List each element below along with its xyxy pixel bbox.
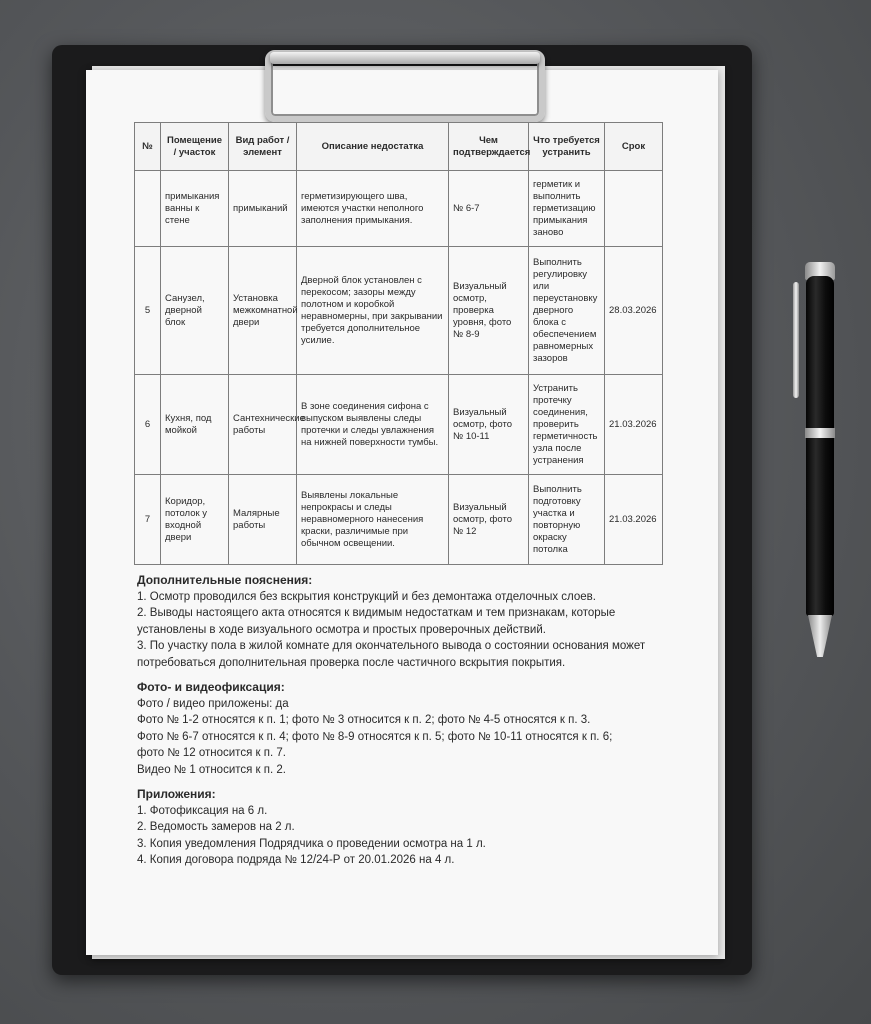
pen-body	[806, 276, 834, 616]
header-place: Помещение / участок	[161, 123, 229, 171]
cell-num	[135, 171, 161, 247]
cell-deadline: 21.03.2026	[605, 375, 663, 475]
document-body	[137, 572, 677, 877]
header-description: Описание недостатка	[297, 123, 449, 171]
photo-line: Фото / видео приложены: да	[137, 697, 289, 710]
photo-line: фото № 12 относится к п. 7.	[137, 747, 286, 759]
cell-fix: Выполнить подготовку участка и повторную окраску потолка	[529, 475, 605, 565]
cell-place: Коридор, потолок у входной двери	[161, 475, 229, 565]
table-row	[135, 375, 663, 475]
cell-proof: № 6-7	[449, 171, 529, 247]
cell-fix: герметик и выполнить герметизацию примыкания заново	[529, 171, 605, 247]
cell-deadline: 21.03.2026	[605, 475, 663, 565]
table-header-row	[135, 123, 663, 171]
header-work: Вид работ / элемент	[229, 123, 297, 171]
photo-line: Фото № 1-2 относятся к п. 1; фото № 3 относится к п. 2; фото № 4-5 относятся к п. 3.	[137, 714, 591, 726]
cell-place: примыкания ванны к стене	[161, 171, 229, 247]
photo-line: Видео № 1 относится к п. 2.	[137, 763, 286, 776]
cell-work: Установка межкомнатной двери	[229, 247, 297, 375]
cell-work: Малярные работы	[229, 475, 297, 565]
cell-work: Сантехнические работы	[229, 375, 297, 475]
appendix-title: Приложения:	[137, 787, 216, 801]
header-proof: Чем подтверждается	[449, 123, 529, 171]
clip-bar	[270, 52, 540, 64]
notes-section	[137, 572, 677, 671]
appendix-item: 2. Ведомость замеров на 2 л.	[137, 821, 295, 833]
table-row	[135, 247, 663, 375]
cell-num: 6	[135, 375, 161, 475]
header-deadline: Срок	[605, 123, 663, 171]
cell-num: 7	[135, 475, 161, 565]
pen-ring	[805, 428, 835, 438]
cell-description: Дверной блок установлен с перекосом; зазоры между полотном и коробкой неравномерны, при закрывании требуется дополнительное усилие.	[297, 247, 449, 375]
appendix-item: 4. Копия договора подряда № 12/24-Р от 20.01.2026 на 4 л.	[137, 854, 455, 866]
defects-table	[134, 122, 663, 565]
cell-fix: Устранить протечку соединения, проверить герметичность узла после устранения	[529, 375, 605, 475]
pen-clip	[793, 282, 799, 398]
cell-num: 5	[135, 247, 161, 375]
cell-place: Санузел, дверной блок	[161, 247, 229, 375]
photo-title: Фото- и видеофиксация:	[137, 680, 285, 694]
cell-deadline	[605, 171, 663, 247]
cell-work: примыканий	[229, 171, 297, 247]
photo-line: Фото № 6-7 относятся к п. 4; фото № 8-9 относятся к п. 5; фото № 10-11 относятся к п. 6;	[137, 730, 613, 743]
notes-item: 2. Выводы настоящего акта относятся к видимым недостаткам и тем признакам, которые установлены в ходе визуального осмотра и простых проверочных действий.	[137, 607, 616, 636]
cell-proof: Визуальный осмотр, проверка уровня, фото № 8-9	[449, 247, 529, 375]
cell-description: Выявлены локальные непрокрасы и следы неравномерного нанесения краски, различимые при обычном освещении.	[297, 475, 449, 565]
notes-item: 3. По участку пола в жилой комнате для окончательного вывода о состоянии основания может потребоваться дополнительная проверка после частичного вскрытия покрытия.	[137, 640, 646, 669]
pen-tip	[808, 615, 832, 657]
cell-deadline: 28.03.2026	[605, 247, 663, 375]
appendix-item: 3. Копия уведомления Подрядчика о проведении осмотра на 1 л.	[137, 837, 486, 850]
cell-fix: Выполнить регулировку или переустановку дверного блока с обеспечением равномерных зазоров	[529, 247, 605, 375]
table-row	[135, 475, 663, 565]
cell-proof: Визуальный осмотр, фото № 10-11	[449, 375, 529, 475]
photo-section	[137, 679, 677, 778]
cell-description: В зоне соединения сифона с выпуском выявлены следы протечки и следы увлажнения на нижней поверхности тумбы.	[297, 375, 449, 475]
header-num: №	[135, 123, 161, 171]
cell-place: Кухня, под мойкой	[161, 375, 229, 475]
appendix-section	[137, 786, 677, 869]
cell-proof: Визуальный осмотр, фото № 12	[449, 475, 529, 565]
table-row	[135, 171, 663, 247]
cell-description: герметизирующего шва, имеются участки неполного заполнения примыкания.	[297, 171, 449, 247]
notes-title: Дополнительные пояснения:	[137, 573, 313, 587]
appendix-item: 1. Фотофиксация на 6 л.	[137, 804, 268, 817]
notes-item: 1. Осмотр проводился без вскрытия конструкций и без демонтажа отделочных слоев.	[137, 590, 596, 603]
header-fix: Что требуется устранить	[529, 123, 605, 171]
